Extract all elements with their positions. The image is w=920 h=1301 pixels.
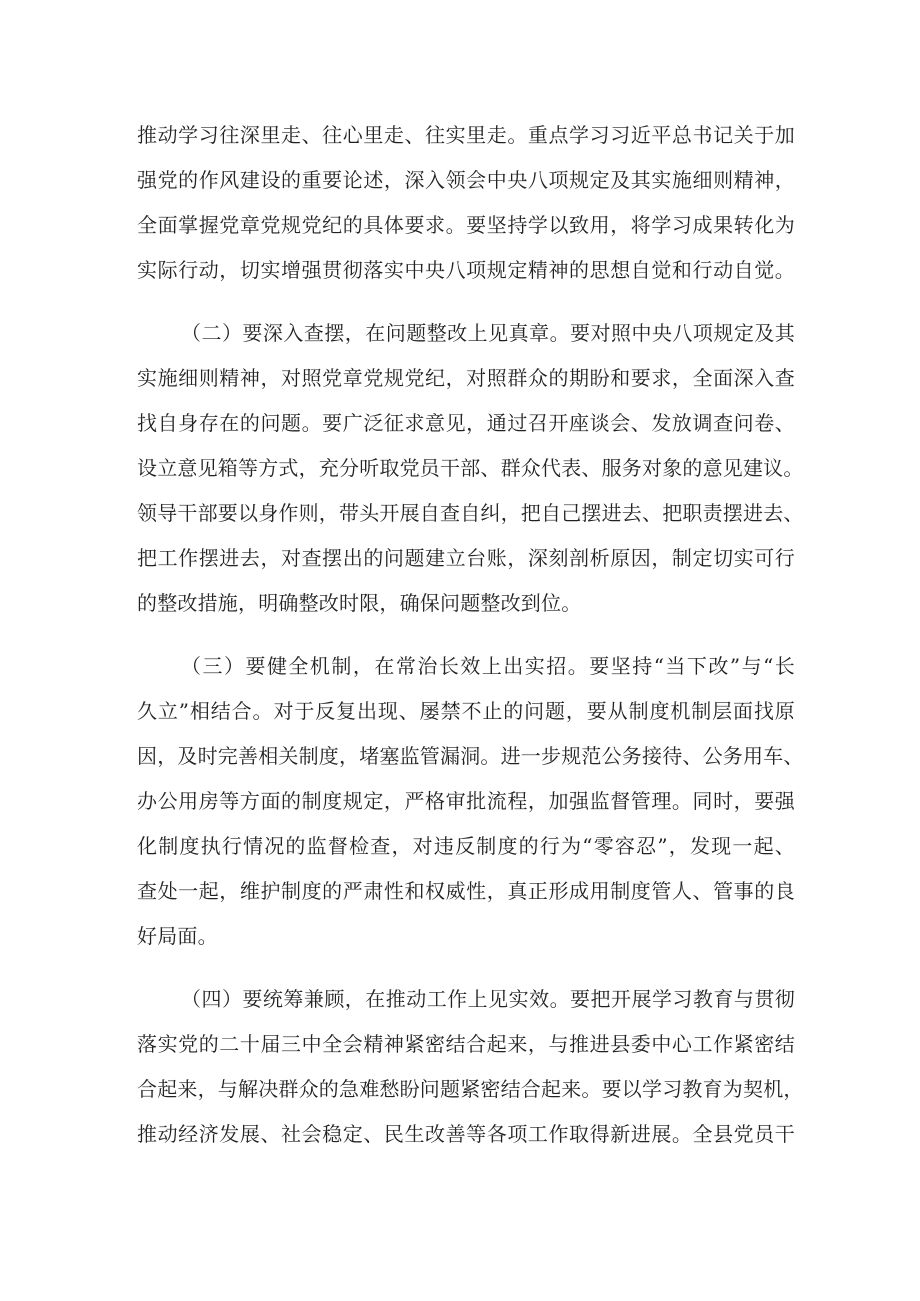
text-line: 推动经济发展、社会稳定、民生改善等各项工作取得新进展。全县党员干: [137, 1122, 795, 1146]
text-line: 落实党的二十届三中全会精神紧密结合起来，与推进县委中心工作紧密结: [137, 1032, 795, 1056]
paragraph-section-3: [137, 644, 804, 959]
text-line: 推动学习往深里走、往心里走、往实里走。重点学习习近平总书记关于加: [137, 123, 795, 147]
paragraph-section-4: [137, 977, 804, 1157]
text-line: 强党的作风建设的重要论述，深入领会中央八项规定及其实施细则精神，: [137, 168, 795, 192]
document-body: [137, 113, 804, 1175]
paragraph-section-2: [137, 311, 804, 626]
text-line: 全面掌握党章党规党纪的具体要求。要坚持学以致用，将学习成果转化为: [137, 213, 795, 237]
text-line: （二）要深入查摆，在问题整改上见真章。要对照中央八项规定及其: [181, 321, 795, 345]
text-line: 因，及时完善相关制度，堵塞监管漏洞。进一步规范公务接待、公务用车、: [137, 744, 804, 768]
text-line: 设立意见箱等方式，充分听取党员干部、群众代表、服务对象的意见建议。: [137, 456, 804, 480]
text-line: （四）要统筹兼顾，在推动工作上见实效。要把开展学习教育与贯彻: [181, 987, 795, 1011]
text-line: 实施细则精神，对照党章党规党纪，对照群众的期盼和要求，全面深入查: [137, 366, 795, 390]
text-line: （三）要健全机制，在常治长效上出实招。要坚持“当下改”与“长: [181, 654, 795, 678]
text-line: 把工作摆进去，对查摆出的问题建立台账，深刻剖析原因，制定切实可行: [137, 546, 795, 570]
text-line: 办公用房等方面的制度规定，严格审批流程，加强监督管理。同时，要强: [137, 789, 795, 813]
text-line: 久立”相结合。对于反复出现、屡禁不止的问题，要从制度机制层面找原: [137, 699, 795, 723]
text-line: 领导干部要以身作则，带头开展自查自纠，把自己摆进去、把职责摆进去、: [137, 501, 804, 525]
text-line: 查处一起，维护制度的严肃性和权威性，真正形成用制度管人、管事的良: [137, 879, 795, 903]
paragraph-study: [137, 113, 795, 293]
text-line: 找自身存在的问题。要广泛征求意见，通过召开座谈会、发放调查问卷、: [137, 411, 795, 435]
text-line: 的整改措施，明确整改时限，确保问题整改到位。: [137, 591, 582, 615]
text-line: 好局面。: [137, 924, 218, 948]
text-line: 化制度执行情况的监督检查，对违反制度的行为“零容忍”，发现一起、: [137, 834, 795, 858]
text-line: 实际行动，切实增强贯彻落实中央八项规定精神的思想自觉和行动自觉。: [137, 258, 795, 282]
text-line: 合起来，与解决群众的急难愁盼问题紧密结合起来。要以学习教育为契机，: [137, 1077, 804, 1101]
